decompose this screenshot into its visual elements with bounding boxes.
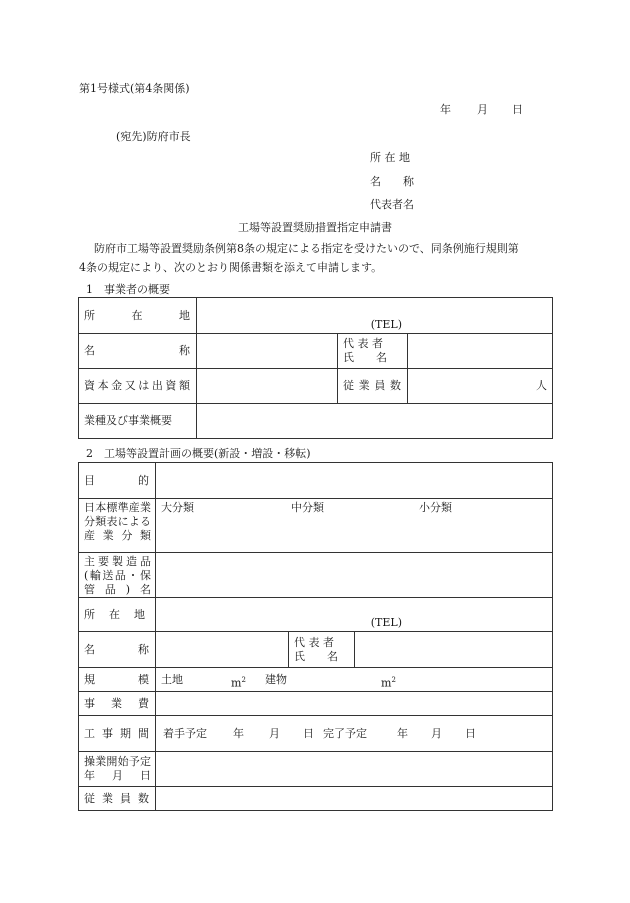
start-year-label: 年 bbox=[233, 726, 244, 740]
purpose-value-cell[interactable] bbox=[156, 463, 553, 499]
capital-value-cell[interactable] bbox=[197, 369, 338, 404]
minor-class-label: 小分類 bbox=[419, 501, 452, 514]
addressee: (宛先)防府市長 bbox=[116, 130, 191, 143]
plan-name-label-cell: 名 称 bbox=[79, 632, 156, 668]
start-plan-label: 着手予定 bbox=[163, 726, 207, 740]
plan-rep-label-line2: 氏 名 bbox=[294, 649, 338, 663]
form-number: 第1号様式(第4条関係) bbox=[79, 82, 190, 95]
capital-label-cell: 資 本 金 又 は 出 資 額 bbox=[79, 369, 197, 404]
rep-value-cell[interactable] bbox=[408, 334, 553, 369]
plan-location-label-cell: 所 在 地 bbox=[79, 598, 156, 632]
employees-label-cell: 従 業 員 数 bbox=[338, 369, 408, 404]
name-label-cell: 名 称 bbox=[79, 334, 197, 369]
land-label: 土地 bbox=[161, 672, 183, 686]
applicant-name-label: 名 称 bbox=[370, 175, 414, 188]
section1-heading: 1 事業者の概要 bbox=[86, 283, 170, 296]
location-value-cell[interactable] bbox=[197, 298, 553, 334]
complete-plan-label: 完了予定 bbox=[323, 726, 367, 740]
complete-day-label: 日 bbox=[465, 726, 476, 740]
cost-value-cell[interactable] bbox=[156, 692, 553, 716]
applicant-rep-label: 代表者名 bbox=[370, 198, 414, 211]
rep-label-cell bbox=[338, 334, 408, 369]
document-title: 工場等設置奨励措置指定申請書 bbox=[238, 221, 392, 234]
business-value-cell[interactable] bbox=[197, 404, 553, 439]
complete-month-label: 月 bbox=[431, 726, 442, 740]
jsic-label-cell: 日本標準産業分類表による産業分類 bbox=[79, 499, 156, 553]
plan-tel-label: (TEL) bbox=[370, 616, 402, 629]
rep-label-line2: 氏 名 bbox=[343, 351, 387, 364]
middle-class-label: 中分類 bbox=[291, 501, 324, 514]
name-value-cell[interactable] bbox=[197, 334, 338, 369]
op-start-value-cell[interactable] bbox=[156, 752, 553, 787]
major-class-label: 大分類 bbox=[161, 501, 194, 514]
jsic-value-cell[interactable] bbox=[156, 499, 553, 553]
section2-heading: 2 工場等設置計画の概要(新設・増設・移転) bbox=[86, 447, 311, 460]
date-day-label: 日 bbox=[512, 103, 523, 116]
products-value-cell[interactable] bbox=[156, 553, 553, 598]
cost-label-cell: 事 業 費 bbox=[79, 692, 156, 716]
rep-label-line1: 代 表 者 bbox=[343, 337, 383, 350]
plan-location-value-cell[interactable] bbox=[156, 598, 553, 632]
scale-label-cell: 規 模 bbox=[79, 668, 156, 692]
tel-label: (TEL) bbox=[370, 318, 402, 331]
plan-overview-table bbox=[78, 462, 553, 811]
building-label: 建物 bbox=[265, 672, 287, 686]
period-value-cell[interactable] bbox=[156, 716, 553, 752]
person-unit: 人 bbox=[536, 379, 547, 392]
products-label-cell: 主要製造品(輸送品・保管品)名 bbox=[79, 553, 156, 598]
applicant-overview-table bbox=[78, 297, 553, 439]
building-unit: $m^2$ bbox=[381, 675, 396, 690]
complete-year-label: 年 bbox=[397, 726, 408, 740]
start-day-label: 日 bbox=[303, 726, 314, 740]
business-label-cell: 業種及び事業概要 bbox=[79, 404, 197, 439]
date-month-label: 月 bbox=[477, 103, 488, 116]
start-month-label: 月 bbox=[269, 726, 280, 740]
intro-line-2: 4条の規定により、次のとおり関係書類を添えて申請します。 bbox=[79, 261, 383, 274]
op-start-label-cell: 操業開始予定年月日 bbox=[79, 752, 156, 787]
location-label-cell: 所 在 地 bbox=[79, 298, 197, 334]
plan-rep-label-cell bbox=[289, 632, 355, 668]
purpose-label-cell: 目 的 bbox=[79, 463, 156, 499]
scale-value-cell[interactable] bbox=[156, 668, 553, 692]
plan-name-value-cell[interactable] bbox=[156, 632, 289, 668]
applicant-address-label: 所 在 地 bbox=[370, 151, 410, 164]
land-unit: $m^2$ bbox=[231, 675, 246, 690]
plan-rep-label-line1: 代 表 者 bbox=[294, 635, 334, 649]
employees-value-cell[interactable] bbox=[408, 369, 553, 404]
plan-employees-value-cell[interactable] bbox=[156, 787, 553, 811]
period-label-cell: 工 事 期 間 bbox=[79, 716, 156, 752]
date-year-label: 年 bbox=[440, 103, 451, 116]
intro-line-1: 防府市工場等設置奨励条例第8条の規定による指定を受けたいので、同条例施行規則第 bbox=[94, 242, 519, 255]
plan-employees-label-cell: 従 業 員 数 bbox=[79, 787, 156, 811]
plan-rep-value-cell[interactable] bbox=[355, 632, 553, 668]
